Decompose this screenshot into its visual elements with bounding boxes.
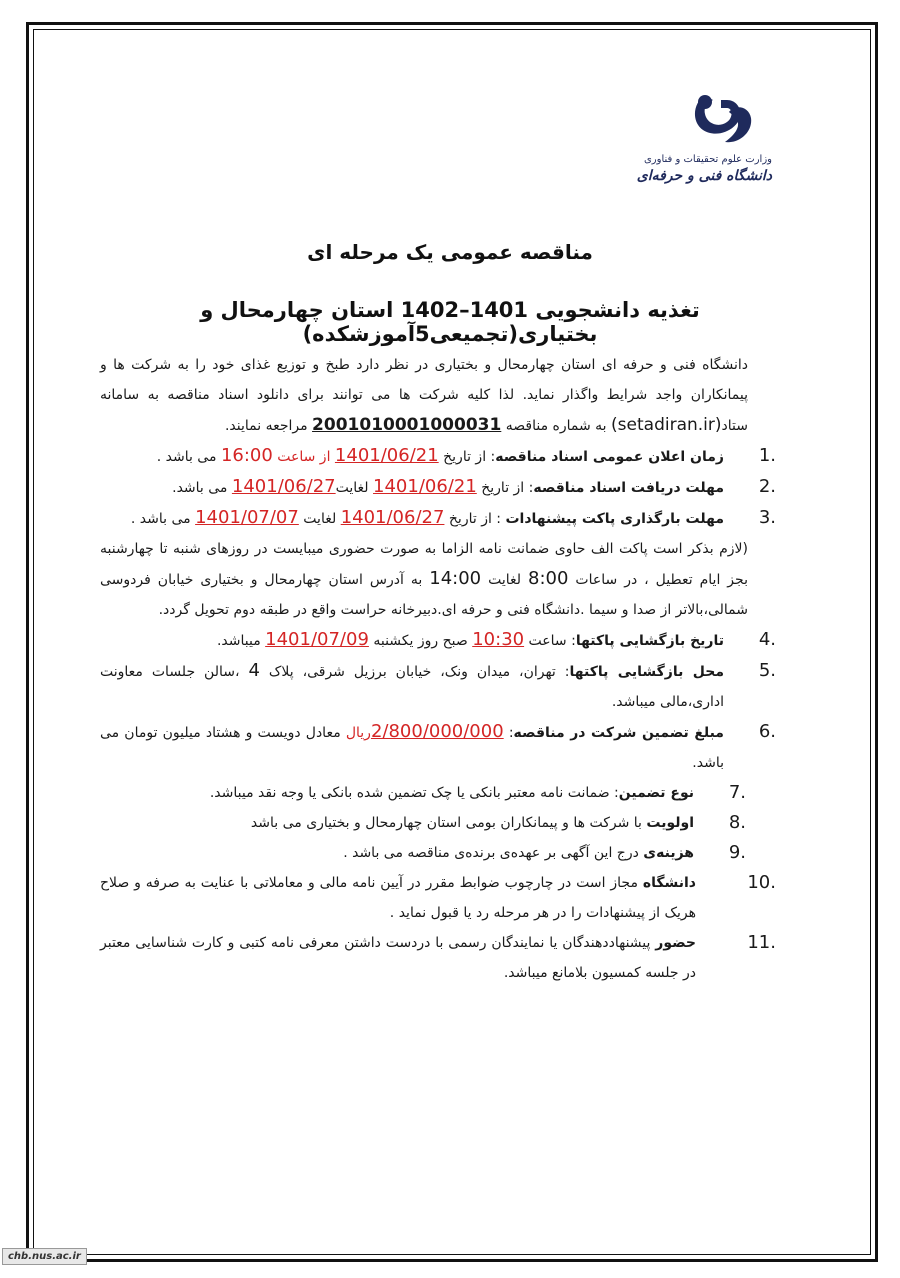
opening-time: 10:30 [472,629,525,650]
source-watermark: chb.nus.ac.ir [2,1248,87,1265]
receive-start-date: 1401/06/21 [373,476,477,497]
item-10: 10. دانشگاه مجاز است در چارچوب ضوابط مقرر در آیین نامه مالی و معاملاتی با عنایت به صرفه و صلاح هریک از پیشنهادات را در هر مرحله رد یا قبول نماید . [100,872,776,921]
item-7: 7. نوع تضمین: ضمانت نامه معتبر بانکی یا چک تضمین شده بانکی یا وجه نقد میباشد. [209,782,746,803]
item-6: 6. مبلغ تضمین شرکت در مناقصه: 2/800/000/000ریال معادل دویست و هشتاد میلیون تومان می باشد. [100,721,776,771]
university-emblem-icon [685,92,757,150]
receive-end-date: 1401/06/27 [231,476,336,497]
university-logo [636,92,800,202]
announcement-title: مناقصه عمومی یک مرحله ای [307,240,593,264]
item-2: 2. مهلت دریافت اسناد مناقصه: از تاریخ 1401/06/21 لغایت1401/06/27 می باشد. [172,476,776,497]
tender-number: 2001010001000031 [312,415,502,435]
announcement-body [100,350,776,988]
guarantee-amount: 2/800/000/000 [370,721,504,742]
setad-site: (setadiran.ir) [611,415,722,435]
intro-paragraph: دانشگاه فنی و حرفه ای استان چهارمحال و بختیاری در نظر دارد طبخ و توزیع غذای خود را به شرکت ها و پیمانکاران واجد شرایط واگذار نماید. لذا کلیه شرکت ها می توانند برای دانلود اسناد مناقصه به سامانه ستاد(setadiran.ir) به شماره مناقصه 2001010001000031 مراجعه نمایند. [100,357,748,435]
announcement-date: 1401/06/21 [334,445,439,466]
ministry-name: وزارت علوم تحقیقات و فناوری [643,154,772,165]
item-3: 3. مهلت بارگذاری پاکت پیشنهادات : از تاریخ 1401/06/27 لغایت 1401/07/07 می باشد . [130,507,776,528]
announcement-time: 16:00 [220,445,273,466]
item-3-note: (لازم بذکر است پاکت الف حاوی ضمانت نامه الزاما به صورت حضوری میبایست در روزهای شنبه تا چهارشنبه بجز ایام تعطیل ، در ساعات 8:00 لغایت 14:00 به آدرس استان چهارمحال و بختیاری خیابان فردوسی شمالی،بالاتر از صدا و سیما .دانشگاه فنی و حرفه ای.دبیرخانه حراست واقع در طبقه دوم تحویل گردد. [100,541,748,618]
item-4: 4. تاریخ بازگشایی پاکتها: ساعت 10:30 صبح روز یکشنبه 1401/07/09 میباشد. [216,629,776,650]
item-5: 5. محل بازگشایی پاکتها: تهران، میدان ونک، خیابان برزیل شرقی، پلاک 4 ،سالن جلسات معاونت اداری،مالی میباشد. [100,660,776,710]
item-9: 9. هزینه‌ی درج این آگهی بر عهده‌ی برنده‌ی مناقصه می باشد . [343,842,746,863]
item-8: 8. اولویت با شرکت ها و پیمانکاران بومی استان چهارمحال و بختیاری می باشد [250,812,746,833]
upload-end-date: 1401/07/07 [195,507,299,528]
university-name: دانشگاه فنی و حرفه‌ای [636,168,772,184]
opening-date: 1401/07/09 [265,629,369,650]
item-1: 1. زمان اعلان عمومی اسناد مناقصه: از تاریخ 1401/06/21 از ساعت 16:00 می باشد . [156,445,776,466]
tender-subject: تغذیه دانشجویی 1401–1402 استان چهارمحال و بختیاری(تجمیعی5آموزشکده) [200,298,700,346]
item-11: 11. حضور پیشنهاددهندگان یا نمایندگان رسمی با دردست داشتن معرفی نامه کتبی و کارت شناسایی معتبر در جلسه کمسیون بلامانع میباشد. [100,932,776,981]
upload-start-date: 1401/06/27 [340,507,445,528]
